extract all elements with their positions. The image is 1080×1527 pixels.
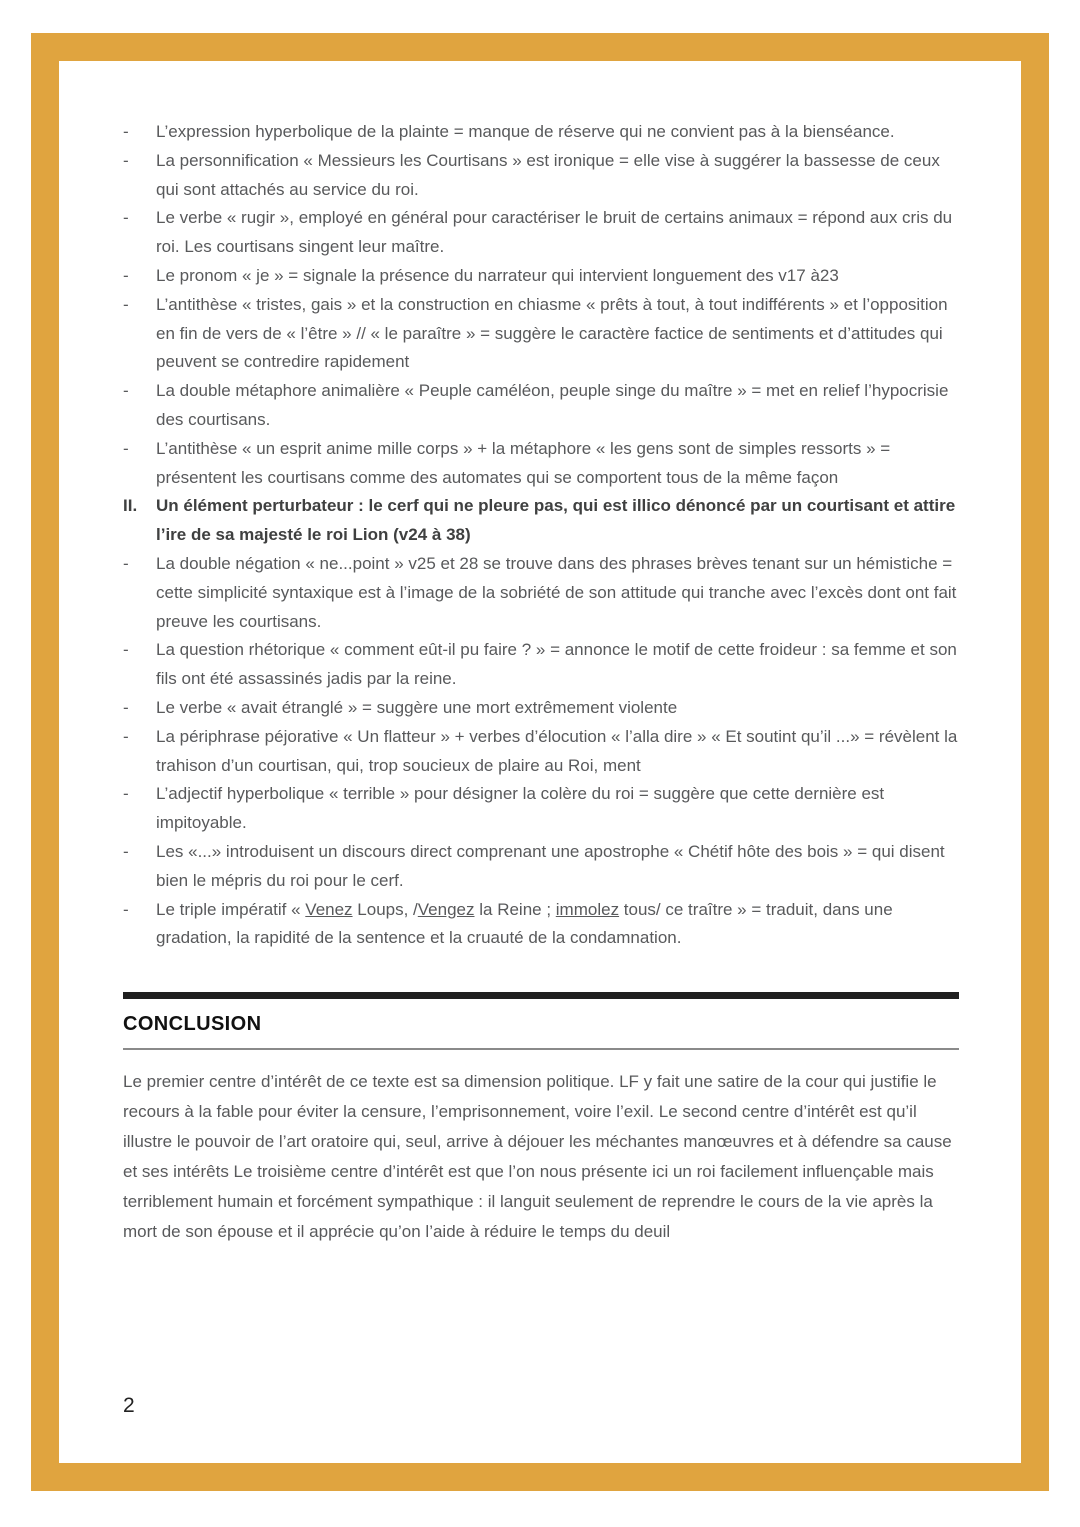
list-item xyxy=(123,694,959,723)
bullet-dash: - xyxy=(123,438,129,458)
section-heading-ii xyxy=(123,492,959,550)
bullet-dash: - xyxy=(123,784,129,804)
list-item-rich-text xyxy=(156,896,959,954)
list-item xyxy=(123,204,959,262)
conclusion-section xyxy=(123,992,959,1247)
bullet-dash: - xyxy=(123,294,129,314)
analysis-list-part2 xyxy=(123,550,959,953)
list-item-text: L’expression hyperbolique de la plainte = manque de réserve qui ne convient pas à la bienséance. xyxy=(156,122,895,141)
bullet-dash: - xyxy=(123,640,129,660)
list-item-text: Le verbe « rugir », employé en général pour caractériser le bruit de certains animaux = répond aux cris du roi. Les courtisans singent leur maître. xyxy=(156,208,953,257)
list-item xyxy=(123,291,959,377)
conclusion-title: CONCLUSION xyxy=(123,1013,262,1036)
list-item-text: La question rhétorique « comment eût-il pu faire ? » = annonce le motif de cette froideur : sa femme et son fils ont été assassinés jadis par la reine. xyxy=(156,640,957,689)
list-item xyxy=(123,780,959,838)
underlined-word: immolez xyxy=(555,899,620,919)
text-segment: tous/ ce traître » = traduit, dans une gradation, la rapidité de la sentence et la cruauté de la condamnation. xyxy=(156,899,893,948)
list-item-text: L’antithèse « un esprit anime mille corps » + la métaphore « les gens sont de simples ressorts » = présentent les courtisans comme des automates qui se comportent tous de la même façon xyxy=(156,438,891,487)
bullet-dash: - xyxy=(123,122,129,141)
list-item xyxy=(123,723,959,781)
document-page xyxy=(59,61,1021,1463)
text-segment: Le triple impératif « xyxy=(156,899,306,919)
list-item-text: Le verbe « avait étranglé » = suggère une mort extrêmement violente xyxy=(156,697,678,717)
bullet-dash: - xyxy=(123,150,129,170)
divider-thin xyxy=(123,1048,959,1050)
bullet-dash: - xyxy=(123,208,129,228)
list-item-text: La périphrase péjorative « Un flatteur » + verbes d’élocution « l’alla dire » « Et soutint qu’il ...» = révèlent la trahison d’un courtisan, qui, trop soucieux de plaire au Roi, ment xyxy=(156,726,958,775)
section-heading-text: Un élément perturbateur : le cerf qui ne pleure pas, qui est illico dénoncé par un courtisant et attire l’ire de sa majesté le roi Lion (v24 à 38) xyxy=(156,496,956,545)
list-item xyxy=(123,636,959,694)
bullet-dash: - xyxy=(123,553,129,573)
analysis-list-part1 xyxy=(123,118,959,492)
bullet-dash: - xyxy=(123,265,129,285)
divider-thick xyxy=(123,992,959,999)
list-item-text: Les «...» introduisent un discours direct comprenant une apostrophe « Chétif hôte des bois » = qui disent bien le mépris du roi pour le cerf. xyxy=(156,841,945,890)
bullet-dash: - xyxy=(123,726,129,746)
document-content xyxy=(123,118,959,1247)
list-item xyxy=(123,896,959,954)
list-item xyxy=(123,838,959,896)
list-item xyxy=(123,262,959,291)
list-item xyxy=(123,435,959,493)
text-segment: la Reine ; xyxy=(474,899,556,919)
underlined-word: Venez xyxy=(305,899,353,919)
list-item-text: La double métaphore animalière « Peuple caméléon, peuple singe du maître » = met en relief l’hypocrisie des courtisans. xyxy=(156,381,949,429)
list-item-text: L’adjectif hyperbolique « terrible » pour désigner la colère du roi = suggère que cette dernière est impitoyable. xyxy=(156,784,885,833)
page-number: 2 xyxy=(123,1394,135,1417)
list-item xyxy=(123,147,959,205)
list-item xyxy=(123,118,959,147)
list-item-text: La double négation « ne...point » v25 et 28 se trouve dans des phrases brèves tenant sur un hémistiche = cette simplicité syntaxique est à l’image de la sobriété de son attitude qui tranche avec l’excès dont ont fait preuve les courtisans. xyxy=(156,553,957,631)
list-item-text: L’antithèse « tristes, gais » et la construction en chiasme « prêts à tout, à tout indifférents » et l’opposition en fin de vers de « l’être » // « le paraître » = suggère le caractère factice de sentiments et d’attitudes qui peuvent se contredire rapidement xyxy=(156,294,948,372)
list-item xyxy=(123,377,959,435)
text-segment: Loups, / xyxy=(352,899,418,919)
bullet-dash: - xyxy=(123,381,129,401)
bullet-dash: - xyxy=(123,697,129,717)
underlined-word: Vengez xyxy=(417,899,475,919)
list-item xyxy=(123,550,959,636)
section-numeral: II. xyxy=(123,496,138,516)
bullet-dash: - xyxy=(123,841,129,861)
conclusion-paragraph: Le premier centre d’intérêt de ce texte est sa dimension politique. LF y fait une satire de la cour qui justifie le recours à la fable pour éviter la censure, l’emprisonnement, voire l’exil. Le second centre d’intérêt est qu’il illustre le pouvoir de l’art oratoire qui, seul, arrive à déjouer les méchantes manœuvres et à défendre sa cause et ses intérêts Le troisième centre d’intérêt est que l’on nous présente ici un roi facilement influençable mais terriblement humain et forcément sympathique : il languit seulement de reprendre le cours de la vie après la mort de son épouse et il apprécie qu’on l’aide à réduire le temps du deuil xyxy=(123,1071,952,1241)
list-item-text: La personnification « Messieurs les Courtisans » est ironique = elle vise à suggérer la bassesse de ceux qui sont attachés au service du roi. xyxy=(156,150,940,199)
orange-page-frame xyxy=(31,33,1049,1491)
bullet-dash: - xyxy=(123,899,129,919)
list-item-text: Le pronom « je » = signale la présence du narrateur qui intervient longuement des v17 à23 xyxy=(156,265,839,285)
